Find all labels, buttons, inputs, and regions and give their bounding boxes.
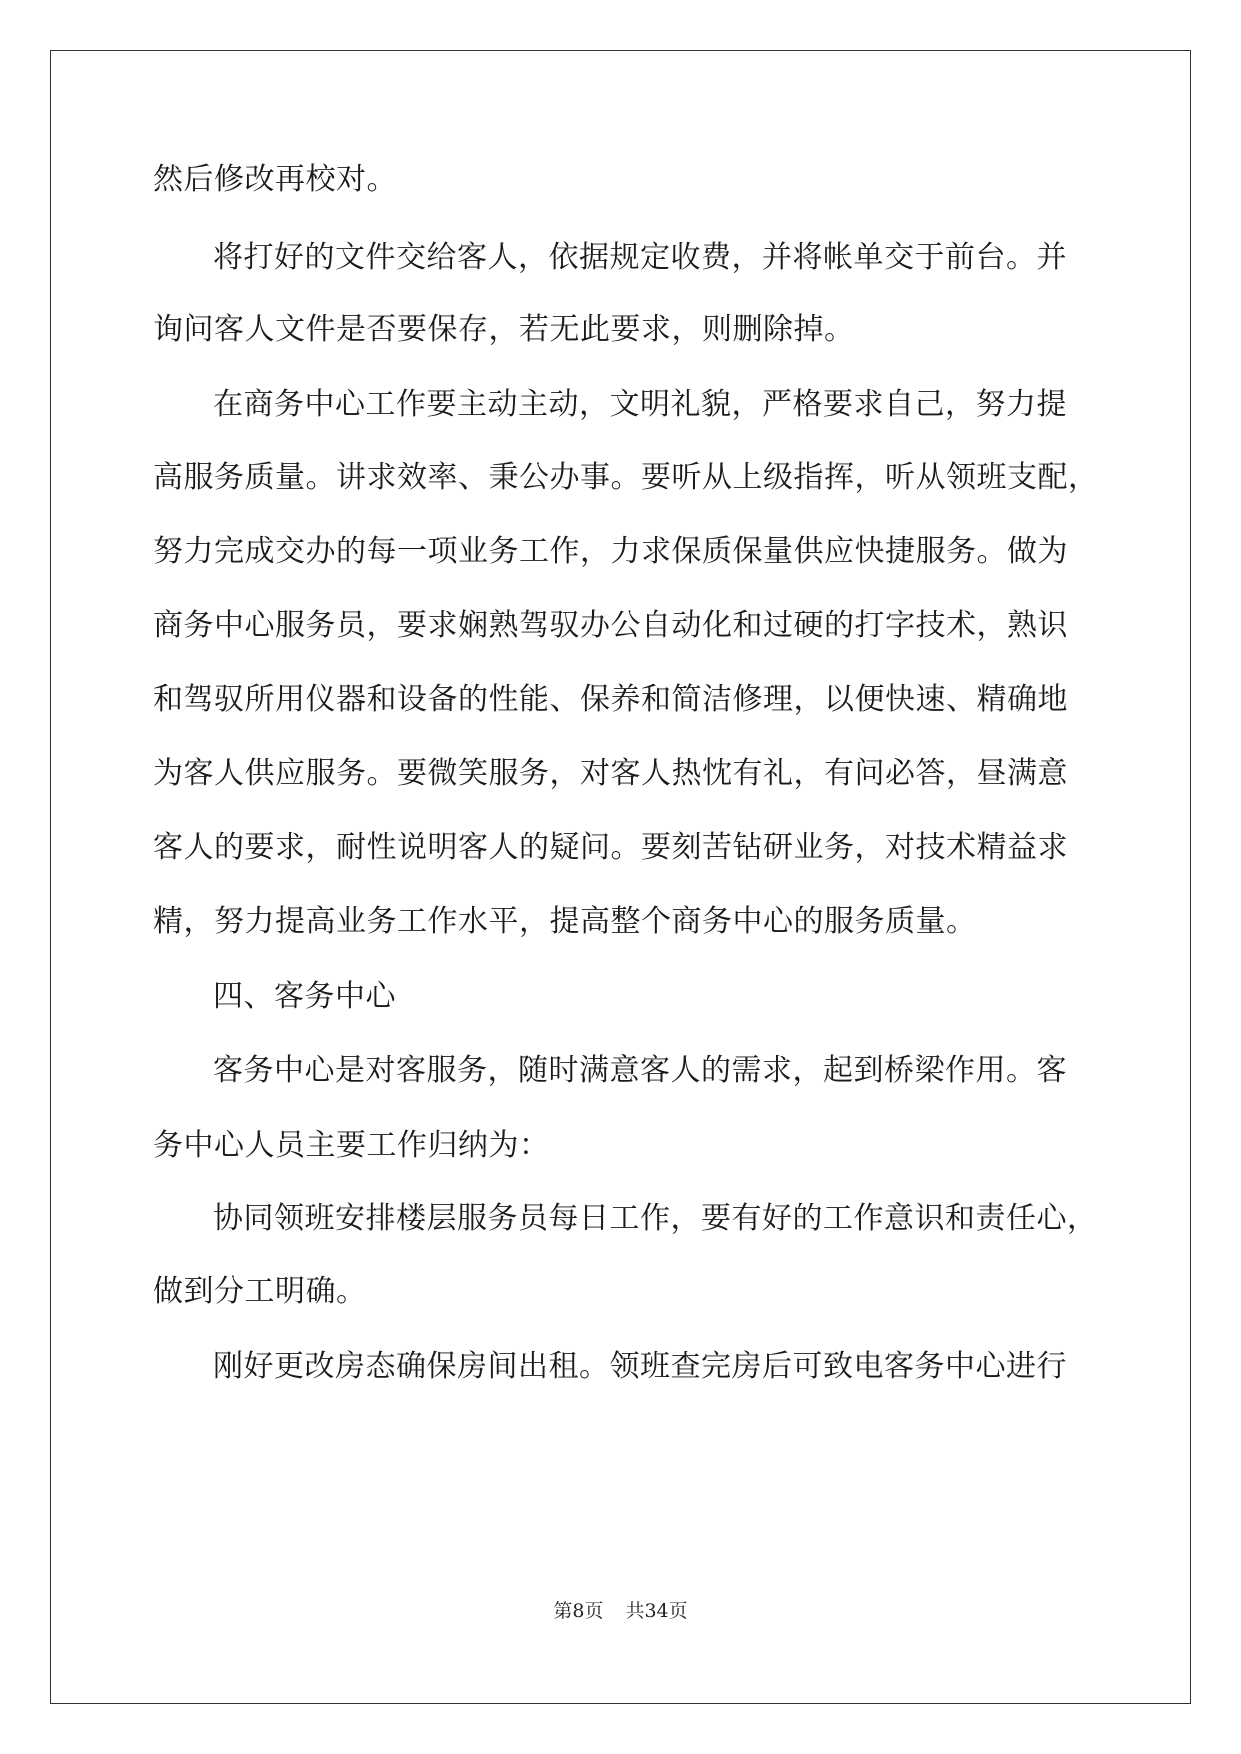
text-line: 商务中心服务员，要求娴熟驾驭办公自动化和过硬的打字技术，熟识	[153, 608, 1068, 643]
section-heading: 四、客务中心	[213, 979, 396, 1014]
page-border	[50, 50, 1191, 1704]
page-number-total: 共34页	[625, 1600, 688, 1622]
text-line: 努力完成交办的每一项业务工作，力求保质保量供应快捷服务。做为	[153, 534, 1068, 569]
text-line: 和驾驭所用仪器和设备的性能、保养和简洁修理，以便快速、精确地	[153, 682, 1068, 717]
page-number-current: 第8页	[553, 1600, 604, 1622]
paragraph-first-line: 将打好的文件交给客人，依据规定收费，并将帐单交于前台。并	[213, 240, 1067, 275]
paragraph-first-line: 协同领班安排楼层服务员每日工作，要有好的工作意识和责任心，	[213, 1201, 1098, 1236]
text-line: 务中心人员主要工作归纳为：	[153, 1128, 550, 1163]
paragraph-first-line: 刚好更改房态确保房间出租。领班查完房后可致电客务中心进行	[213, 1349, 1067, 1384]
text-line: 询问客人文件是否要保存，若无此要求，则删除掉。	[153, 312, 855, 347]
page-footer	[0, 1599, 1241, 1623]
text-line: 客人的要求，耐性说明客人的疑问。要刻苦钻研业务，对技术精益求	[153, 830, 1068, 865]
text-line: 做到分工明确。	[153, 1274, 367, 1309]
text-line: 为客人供应服务。要微笑服务，对客人热忱有礼，有问必答，昼满意	[153, 756, 1068, 791]
paragraph-first-line: 在商务中心工作要主动主动，文明礼貌，严格要求自己，努力提	[213, 387, 1067, 422]
text-line: 然后修改再校对。	[153, 162, 397, 197]
paragraph-first-line: 客务中心是对客服务，随时满意客人的需求，起到桥梁作用。客	[213, 1053, 1067, 1088]
text-line: 精，努力提高业务工作水平，提高整个商务中心的服务质量。	[153, 904, 977, 939]
text-line: 高服务质量。讲求效率、秉公办事。要听从上级指挥，听从领班支配，	[153, 460, 1099, 495]
